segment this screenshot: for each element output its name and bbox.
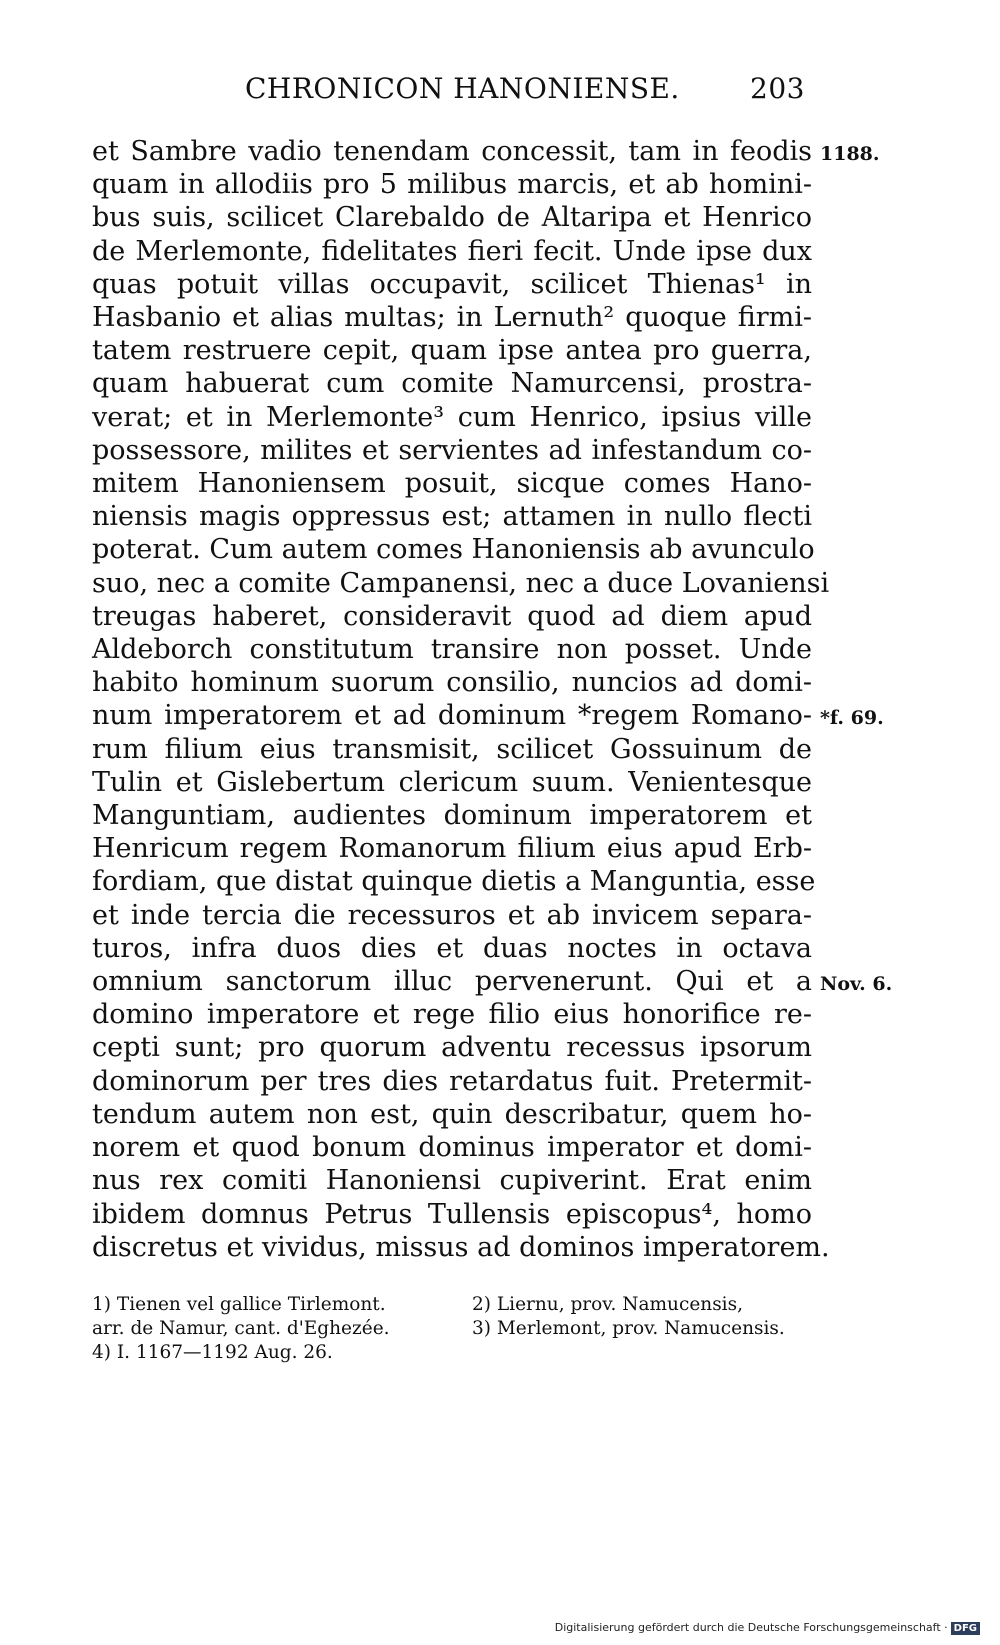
margin-note-date: Nov. 6.	[820, 973, 893, 995]
text-line: tendum autem non est, quin describatur, quem ho-	[92, 1098, 812, 1130]
text-line: rum filium eius transmisit, scilicet Gossuinum de	[92, 733, 812, 765]
text-line: ibidem domnus Petrus Tullensis episcopus⁴, homo	[92, 1198, 812, 1230]
text-line: poterat. Cum autem comes Hanoniensis ab avunculo	[92, 534, 815, 566]
text-line: cepti sunt; pro quorum adventu recessus ipsorum	[92, 1032, 812, 1064]
text-line: num imperatorem et ad dominum *regem Romano-	[92, 700, 812, 732]
text-line: Hasbanio et alias multas; in Lernuth² quoque firmi-	[92, 302, 812, 334]
text-line: bus suis, scilicet Clarebaldo de Altaripa et Henrico	[92, 202, 812, 234]
text-line: turos, infra duos dies et duas noctes in octava	[92, 932, 812, 964]
footnote-2: 2) Liernu, prov. Namucensis,	[472, 1294, 743, 1315]
text-line: tatem restruere cepit, quam ipse antea pro guerra,	[92, 335, 812, 367]
footnote-4: 4) I. 1167—1192 Aug. 26.	[92, 1342, 333, 1363]
digitization-credit	[555, 1621, 980, 1635]
text-line: Henricum regem Romanorum filium eius apud Erb-	[92, 833, 812, 865]
body-text	[92, 135, 830, 1264]
footnote-2-continued: arr. de Namur, cant. d'Eghezée.	[92, 1318, 390, 1339]
text-line: niensis magis oppressus est; attamen in nullo flecti	[92, 501, 812, 533]
text-line: quam habuerat cum comite Namurcensi, prostra-	[92, 368, 812, 400]
text-line: fordiam, que distat quinque dietis a Manguntia, esse	[92, 866, 816, 898]
margin-note-year: 1188.	[820, 143, 880, 165]
text-line: Tulin et Gislebertum clericum suum. Venientesque	[92, 766, 812, 798]
text-line: domino imperatore et rege filio eius honorifice re-	[92, 999, 812, 1031]
text-line: quam in allodiis pro 5 milibus marcis, et ab homini-	[92, 169, 812, 201]
text-line: norem et quod bonum dominus imperator et domi-	[92, 1132, 812, 1164]
text-line: nus rex comiti Hanoniensi cupiverint. Erat enim	[92, 1165, 812, 1197]
text-line: et inde tercia die recessuros et ab invicem separa-	[92, 899, 812, 931]
footnote-row	[92, 1293, 812, 1317]
text-line: quas potuit villas occupavit, scilicet Thienas¹ in	[92, 268, 812, 300]
text-line: discretus et vividus, missus ad dominos imperatorem.	[92, 1231, 830, 1263]
footnote-row	[92, 1317, 812, 1341]
credit-text: Digitalisierung gefördert durch die Deutsche Forschungsgemeinschaft ·	[554, 1621, 948, 1634]
text-line: possessore, milites et servientes ad infestandum co-	[92, 434, 812, 466]
page-number: 203	[750, 72, 805, 105]
footnote-1: 1) Tienen vel gallice Tirlemont.	[92, 1294, 386, 1315]
text-line: et Sambre vadio tenendam concessit, tam in feodis	[92, 136, 812, 167]
text-line: omnium sanctorum illuc pervenerunt. Qui et a	[92, 966, 812, 998]
page-title: CHRONICON HANONIENSE.	[245, 72, 680, 105]
running-header	[245, 72, 805, 112]
margin-note-folio: *f. 69.	[820, 707, 884, 729]
text-line: mitem Hanoniensem posuit, sicque comes Hano-	[92, 468, 812, 500]
footnote-row	[92, 1341, 812, 1365]
text-line: verat; et in Merlemonte³ cum Henrico, ipsius ville	[92, 401, 812, 433]
text-line: dominorum per tres dies retardatus fuit. Pretermit-	[92, 1065, 812, 1097]
text-line: Manguntiam, audientes dominum imperatorem et	[92, 800, 812, 832]
text-line: de Merlemonte, fidelitates fieri fecit. Unde ipse dux	[92, 235, 812, 267]
text-line: habito hominum suorum consilio, nuncios ad domi-	[92, 667, 812, 699]
footnote-3: 3) Merlemont, prov. Namucensis.	[472, 1318, 785, 1339]
text-line: suo, nec a comite Campanensi, nec a duce Lovaniensi	[92, 567, 830, 599]
text-line: treugas haberet, consideravit quod ad diem apud	[92, 600, 812, 632]
footnotes	[92, 1293, 812, 1365]
text-line: Aldeborch constitutum transire non posset. Unde	[92, 634, 812, 666]
dfg-logo: DFG	[951, 1622, 980, 1635]
